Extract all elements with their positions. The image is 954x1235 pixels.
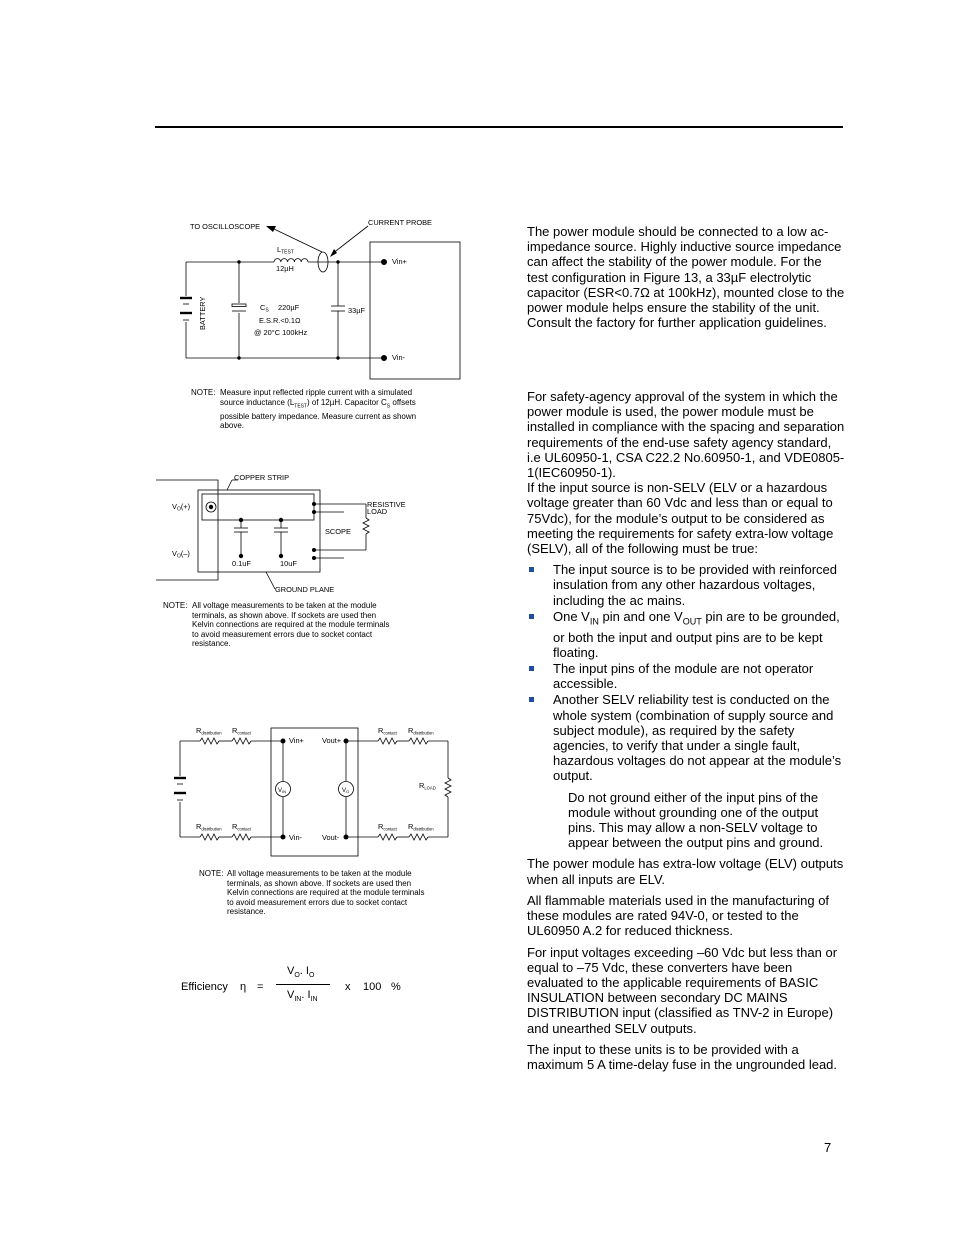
copper-strip-label: COPPER STRIP — [234, 473, 290, 482]
l-value-label: 12µH — [276, 264, 294, 273]
formula-denominator: $V_{IN}$. $I_{IN}$ — [287, 989, 318, 1004]
r-load-label: $R_{LOAD}$ — [419, 781, 436, 791]
flammable-paragraph: All flammable materials used in the manufacturing of these modules are rated 94V-0, or tested to the UL60950 A.2 for reduced thickness. — [527, 892, 830, 939]
r-distribution-label: $R_{distribution}$ — [408, 822, 434, 832]
formula-numerator: $V_O$. $I_O$ — [287, 965, 315, 980]
r-contact-label: $R_{contact}$ — [232, 726, 251, 736]
selv-requirements-list — [527, 562, 845, 783]
r-contact-label: $R_{contact}$ — [378, 822, 397, 832]
resistive-label: RESISTIVE — [367, 500, 406, 509]
r-distribution-label: $R_{distribution}$ — [196, 726, 222, 736]
cs-label: $C_S$ — [260, 303, 269, 314]
list-item: The input pins of the module are not operator accessible. — [527, 661, 845, 691]
input-source-paragraph: The power module should be connected to a low ac-impedance source. Highly inductive source impedance can affect the stability of the power module. For the test configuration in Figure 13, a 33µF electrolytic capacitor (ESR<0.7Ω at 100kHz), mounted close to the power module helps ensure the stability of the unit. Consult the factory for further application guidelines. — [527, 224, 845, 331]
temp-label: @ 20°C 100kHz — [254, 328, 308, 337]
times-sign: x — [345, 981, 351, 993]
efficiency-test-diagram — [170, 720, 460, 860]
current-probe-label: CURRENT PROBE — [368, 218, 432, 227]
l-test-label: $L_{TEST}$ — [277, 245, 294, 256]
r-contact-label: $R_{contact}$ — [378, 726, 397, 736]
cap-0-1uf-label: 0.1uF — [232, 559, 251, 568]
ground-plane-label: GROUND PLANE — [275, 585, 335, 594]
fig1-note: NOTE: Measure input reflected ripple current with a simulated source inductance $(L_{TEST})$ of 12µH. Capacitor $C_S$ offsets possible battery impedance. Measure current as shown above. — [191, 388, 417, 431]
safety-section — [527, 389, 845, 1078]
tnv-paragraph: For input voltages exceeding –60 Vdc but less than or equal to –75 Vdc, these converters have been evaluated to the applicable requirements of BASIC INSULATION between secondary DC MAINS DISTRIBUTION input (classified as TNV-2 in Europe) and unearthed SELV outputs. — [527, 944, 838, 1036]
vin-plus-label: Vin+ — [289, 736, 304, 745]
fig2-note: NOTE: All voltage measurements to be taken at the module terminals, as shown above. If sockets are used then Kelvin connections are required at the module terminals to avoid measurement errors due to socket contact resistance. — [163, 601, 390, 649]
eta-symbol: η — [240, 981, 247, 993]
battery-label: BATTERY — [198, 296, 207, 330]
equals-sign: = — [257, 981, 264, 993]
vo-plus-label: $V_O(+)$ — [172, 502, 191, 513]
non-selv-paragraph: If the input source is non-SELV (ELV or a hazardous voltage greater than 60 Vdc and less than or equal to 75Vdc), for the module’s output to be considered as meeting the requirements for safety extra-low voltage (SELV), all of the following must be true: — [527, 480, 834, 557]
vin-plus-label: Vin+ — [392, 257, 407, 266]
list-item: Another SELV reliability test is conducted on the whole system (combination of supply source and subject module), as required by the safety agencies, to verify that under a single fault, hazardous voltages do not appear at the module’s output. — [527, 692, 845, 783]
list-item: The input source is to be provided with reinforced insulation from any other hazardous voltages, including the ac mains. — [527, 562, 845, 608]
r-contact-label: $R_{contact}$ — [232, 822, 251, 832]
safety-paragraph: For safety-agency approval of the system in which the power module is used, the power module must be installed in compliance with the spacing and separation requirements of the end-use safety agency standard, i.e UL60950-1, CSA C22.2 No.60950-1, and VDE0805-1(IEC60950-1). — [527, 389, 845, 481]
output-ripple-test-diagram — [154, 468, 424, 596]
vin-meter-label: VIN — [278, 788, 287, 794]
fuse-paragraph: The input to these units is to be provided with a maximum 5 A time-delay fuse in the ungrounded lead. — [527, 1041, 838, 1072]
input-ripple-test-diagram — [170, 212, 470, 387]
efficiency-label: Efficiency — [181, 981, 228, 993]
page-number: 7 — [824, 1140, 832, 1155]
grounding-warning: Do not ground either of the input pins of the module without grounding one of the output pins. This may allow a non-SELV voltage to appear between the output pins and ground. — [568, 789, 824, 851]
input-source-section — [527, 224, 845, 336]
vin-minus-label: Vin- — [392, 353, 406, 362]
cap-10uf-label: 10uF — [280, 559, 297, 568]
list-item: One $V_{IN}$ pin and one $V_{OUT}$ pin are to be grounded, or both the input and output pins are to be kept floating. — [527, 609, 845, 660]
cap-33uf-label: 33µF — [348, 306, 365, 315]
fig3-note: NOTE: All voltage measurements to be taken at the module terminals, as shown above. If sockets are used then Kelvin connections are required at the module terminals to avoid measurement errors due to socket contact resistance. — [199, 869, 425, 917]
fraction-bar — [276, 984, 330, 985]
scope-label: SCOPE — [325, 527, 351, 536]
vo-minus-label: $V_O(-)$ — [172, 549, 190, 560]
r-distribution-label: $R_{distribution}$ — [408, 726, 434, 736]
load-label: LOAD — [367, 507, 388, 516]
vout-minus-label: Vout- — [322, 833, 340, 842]
hundred-value: 100 — [363, 981, 382, 993]
esr-label: E.S.R.<0.1Ω — [259, 316, 301, 325]
vout-plus-label: Vout+ — [322, 736, 342, 745]
vin-minus-label: Vin- — [289, 833, 303, 842]
header-rule — [155, 126, 843, 128]
vo-meter-label: VO — [342, 788, 350, 794]
elv-paragraph: The power module has extra-low voltage (ELV) outputs when all inputs are ELV. — [527, 856, 844, 887]
r-distribution-label: $R_{distribution}$ — [196, 822, 222, 832]
to-oscilloscope-label: TO OSCILLOSCOPE — [190, 222, 261, 231]
cs-value-label: 220µF — [278, 303, 300, 312]
percent-sign: % — [391, 981, 401, 993]
